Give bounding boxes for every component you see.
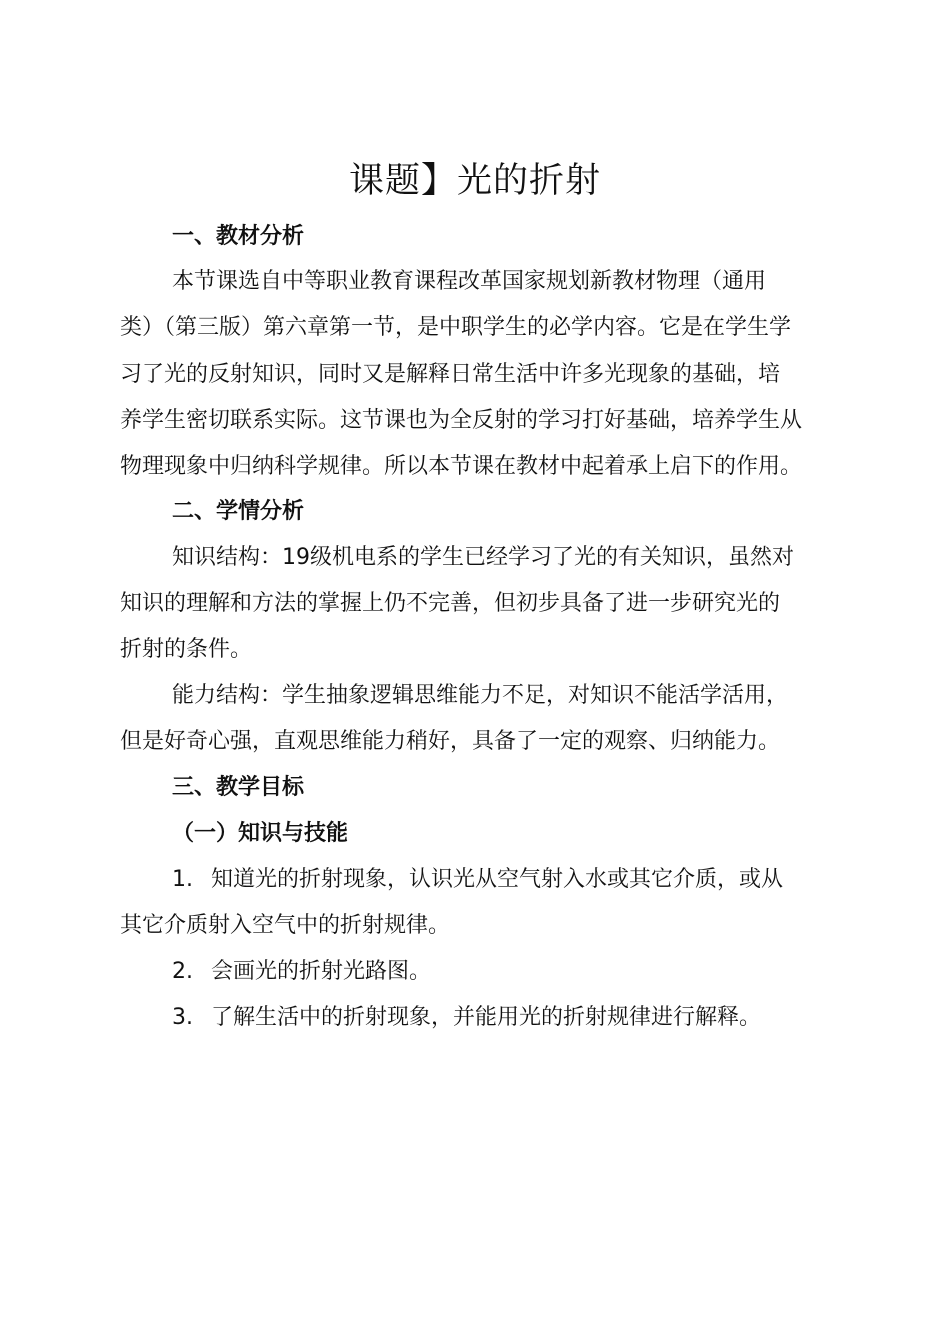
paragraph-line: 本节课选自中等职业教育课程改革国家规划新教材物理（通用 (172, 269, 767, 294)
list-item-text: 会画光的折射光路图。 (211, 959, 432, 984)
paragraph-line: 折射的条件。 (120, 637, 253, 662)
paragraph-line: 知识的理解和方法的掌握上仍不完善，但初步具备了进一步研究光的 (120, 591, 781, 616)
section-heading-teaching-objectives: 三、教学目标 (172, 775, 305, 800)
paragraph-line: 物理现象中归纳科学规律。所以本节课在教材中起着承上启下的作用。 (120, 454, 803, 479)
paragraph-line: 习了光的反射知识，同时又是解释日常生活中许多光现象的基础，培 (120, 362, 781, 387)
section-heading-textbook-analysis: 一、教材分析 (172, 224, 305, 249)
list-item-number: 2. (172, 959, 193, 984)
subsection-heading-knowledge-skills: （一）知识与技能 (172, 821, 349, 846)
paragraph-line: 类）（第三版）第六章第一节，是中职学生的必学内容。它是在学生学 (120, 315, 792, 340)
list-item-number: 1. (172, 867, 193, 892)
list-item-text: 了解生活中的折射现象，并能用光的折射规律进行解释。 (211, 1005, 762, 1030)
paragraph-line: 知识结构：19级机电系的学生已经学习了光的有关知识，虽然对 (172, 545, 794, 570)
paragraph-line: 养学生密切联系实际。这节课也为全反射的学习打好基础，培养学生从 (120, 408, 803, 433)
list-item-text: 其它介质射入空气中的折射规律。 (120, 913, 451, 938)
list-item-text: 知道光的折射现象，认识光从空气射入水或其它介质，或从 (211, 867, 784, 892)
list-item-number: 3. (172, 1005, 193, 1030)
paragraph-line: 但是好奇心强，直观思维能力稍好，具备了一定的观察、归纳能力。 (120, 729, 781, 754)
document-title: 课题】光的折射 (348, 161, 601, 201)
paragraph-line: 能力结构：学生抽象逻辑思维能力不足，对知识不能活学活用， (172, 683, 789, 708)
section-heading-learner-analysis: 二、学情分析 (172, 499, 305, 524)
